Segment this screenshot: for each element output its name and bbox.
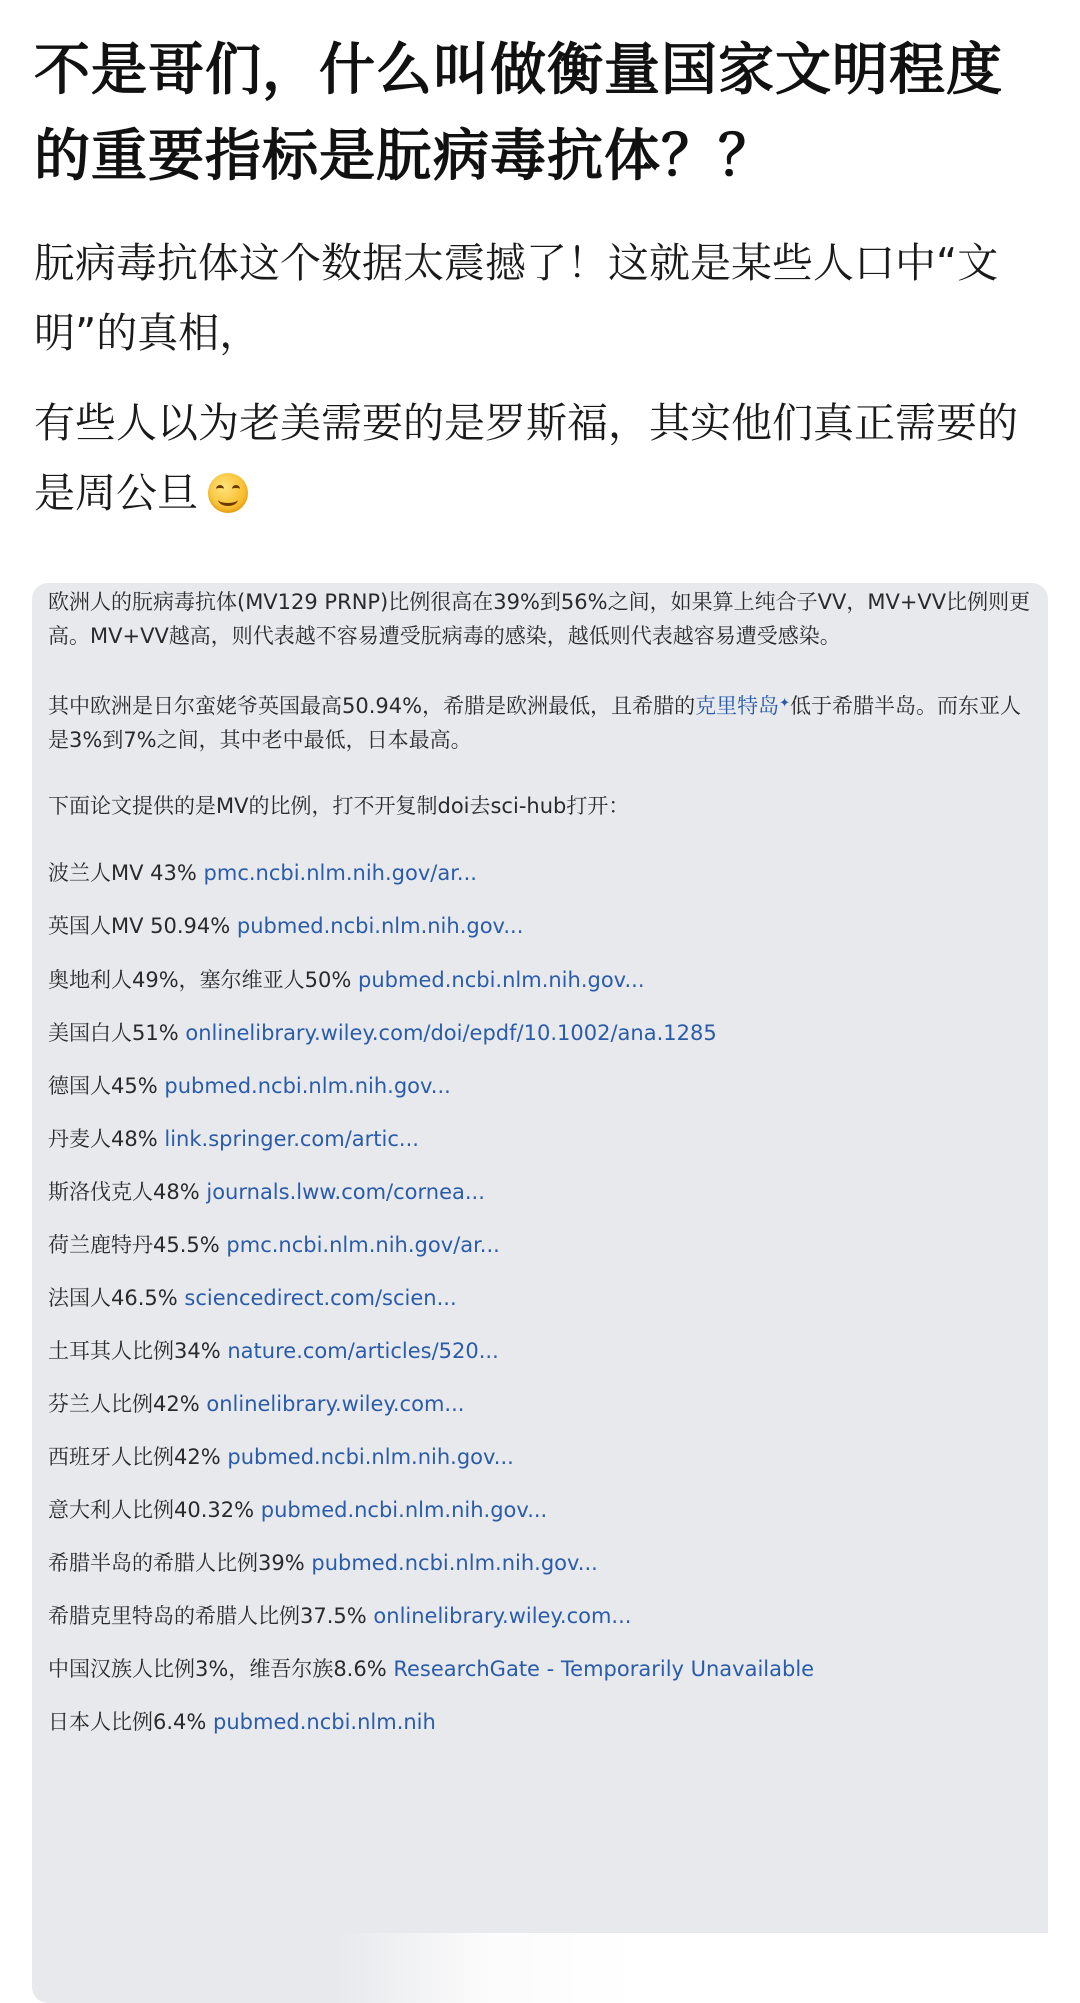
list-item-label: 荷兰鹿特丹45.5% <box>48 1233 220 1257</box>
list-item-link[interactable]: pmc.ncbi.nlm.nih.gov/ar... <box>203 861 477 885</box>
card-intro: 欧洲人的朊病毒抗体(MV129 PRNP)比例很高在39%到56%之间，如果算上纯合子VV，MV+VV比例则更高。MV+VV越高，则代表越不容易遭受朊病毒的感染，越低则代表越容易遭受感染。 <box>48 590 1031 648</box>
list-item-link[interactable]: journals.lww.com/cornea... <box>206 1180 485 1204</box>
post-paragraph-2-text: 有些人以为老美需要的是罗斯福，其实他们真正需要的是周公旦 <box>34 399 1018 517</box>
list-item-link[interactable]: pubmed.ncbi.nlm.nih.gov... <box>227 1445 514 1469</box>
list-item <box>48 909 523 943</box>
list-item-link[interactable]: pubmed.ncbi.nlm.nih.gov... <box>358 968 645 992</box>
list-item <box>48 963 645 997</box>
list-item <box>48 856 477 890</box>
post-paragraph-2 <box>34 388 1054 528</box>
list-item-label: 希腊克里特岛的希腊人比例37.5% <box>48 1604 367 1628</box>
list-item-label: 土耳其人比例34% <box>48 1339 221 1363</box>
crete-link[interactable]: 克里特岛 <box>695 694 780 718</box>
list-item-link[interactable]: onlinelibrary.wiley.com... <box>206 1392 465 1416</box>
list-item <box>48 1069 451 1103</box>
list-item-label: 法国人46.5% <box>48 1286 178 1310</box>
list-item <box>48 1281 457 1315</box>
post-title: 不是哥们，什么叫做衡量国家文明程度的重要指标是朊病毒抗体？？ <box>34 38 1003 189</box>
smiley-face-icon <box>208 473 248 513</box>
card-second-after: 低于希腊半岛。而东亚人是3%到7%之间，其中老中最低，日本最高。 <box>48 694 1021 752</box>
list-item <box>48 1546 598 1580</box>
list-item <box>48 1493 547 1527</box>
list-item-link[interactable]: pubmed.ncbi.nlm.nih.gov... <box>260 1498 548 1522</box>
list-item-label: 奥地利人49%，塞尔维亚人50% <box>48 968 352 992</box>
list-item <box>48 1440 514 1474</box>
list-item-link[interactable]: sciencedirect.com/scien... <box>184 1286 457 1310</box>
list-item-link[interactable]: pubmed.ncbi.nlm.nih.gov... <box>311 1551 598 1575</box>
list-item-link[interactable]: ResearchGate - Temporarily Unavailable <box>393 1657 815 1681</box>
list-item <box>48 1387 464 1421</box>
list-item-link[interactable]: pubmed.ncbi.nlm.nih.gov... <box>236 914 524 938</box>
bottom-fade-overlay <box>32 1933 1048 2003</box>
list-item-label: 美国白人51% <box>48 1021 179 1045</box>
list-item-label: 希腊半岛的希腊人比例39% <box>48 1551 305 1575</box>
card-second-before: 其中欧洲是日尔蛮姥爷英国最高50.94%，希腊是欧洲最低，且希腊的 <box>48 694 696 718</box>
list-item-link[interactable]: pubmed.ncbi.nlm.nih.gov... <box>164 1074 451 1098</box>
list-item-label: 意大利人比例40.32% <box>48 1498 255 1522</box>
list-item-link[interactable]: onlinelibrary.wiley.com/doi/epdf/10.1002/ana.1285 <box>185 1021 717 1045</box>
list-item-link[interactable]: link.springer.com/artic... <box>164 1127 419 1151</box>
list-item <box>48 1652 814 1686</box>
list-item-label: 德国人45% <box>48 1074 158 1098</box>
list-item <box>48 1016 717 1050</box>
post-paragraph-1: 朊病毒抗体这个数据太震撼了！这就是某些人口中“文明”的真相， <box>34 239 999 357</box>
list-item-link[interactable]: pmc.ncbi.nlm.nih.gov/ar... <box>226 1233 500 1257</box>
sparkle-icon: ✦ <box>779 696 790 711</box>
card-second-paragraph <box>48 687 1038 757</box>
list-item <box>48 1228 500 1262</box>
list-item-link[interactable]: onlinelibrary.wiley.com... <box>373 1604 632 1628</box>
quoted-content-card <box>32 583 1048 2003</box>
list-item-label: 英国人MV 50.94% <box>48 914 231 938</box>
list-item-label: 西班牙人比例42% <box>48 1445 221 1469</box>
list-item <box>48 1175 485 1209</box>
list-item-label: 丹麦人48% <box>48 1127 158 1151</box>
list-item-link[interactable]: pubmed.ncbi.nlm.nih <box>213 1710 436 1734</box>
list-item <box>48 1599 631 1633</box>
card-third-paragraph: 下面论文提供的是MV的比例，打不开复制doi去sci-hub打开： <box>48 794 630 818</box>
list-item-link[interactable]: nature.com/articles/520... <box>227 1339 499 1363</box>
list-item-label: 斯洛伐克人48% <box>48 1180 200 1204</box>
list-item <box>48 1705 436 1739</box>
list-item-label: 日本人比例6.4% <box>48 1710 207 1734</box>
list-item-label: 波兰人MV 43% <box>48 861 197 885</box>
list-item-label: 芬兰人比例42% <box>48 1392 200 1416</box>
list-item <box>48 1334 499 1368</box>
list-item <box>48 1122 419 1156</box>
list-item-label: 中国汉族人比例3%，维吾尔族8.6% <box>48 1657 387 1681</box>
